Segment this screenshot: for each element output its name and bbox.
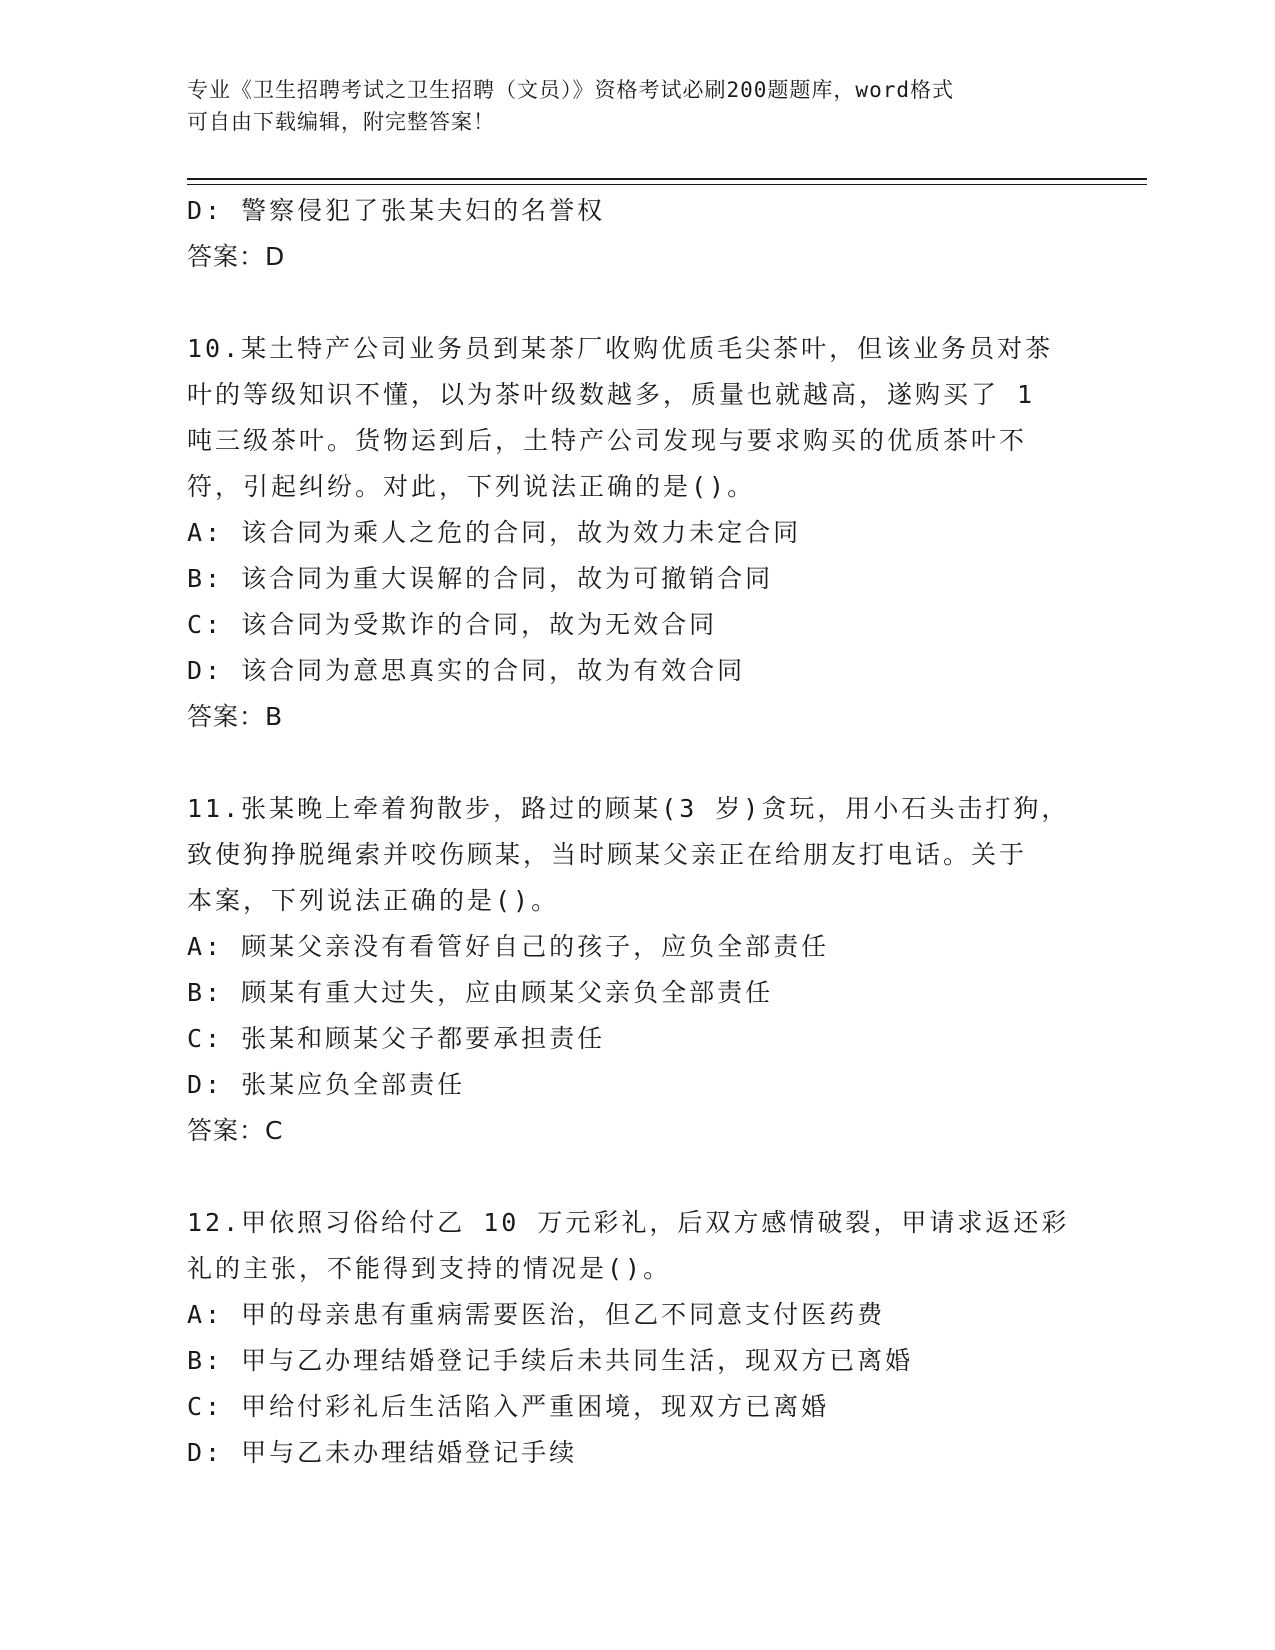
option-d: D: 甲与乙未办理结婚登记手续 — [187, 1438, 578, 1467]
document-header — [187, 74, 1087, 138]
document-body — [187, 188, 1087, 1476]
option-d: D: 张某应负全部责任 — [187, 1070, 466, 1099]
header-title-line-1: 专业《卫生招聘考试之卫生招聘（文员）》资格考试必刷200题题库，word格式 — [187, 78, 954, 102]
question-11 — [187, 786, 1087, 1154]
option-b: B: 顾某有重大过失，应由顾某父亲负全部责任 — [187, 978, 774, 1007]
question-stem-line: 11.张某晚上牵着狗散步，路过的顾某(3 岁)贪玩，用小石头击打狗， — [187, 794, 1070, 823]
question-stem-line: 致使狗挣脱绳索并咬伤顾某，当时顾某父亲正在给朋友打电话。关于 — [187, 840, 1028, 869]
answer-line: 答案：D — [187, 242, 286, 271]
question-stem-line: 12.甲依照习俗给付乙 10 万元彩礼，后双方感情破裂，甲请求返还彩 — [187, 1208, 1070, 1237]
option-c: C: 该合同为受欺诈的合同，故为无效合同 — [187, 610, 718, 639]
spacer — [187, 740, 1087, 786]
question-stem-line: 10.某土特产公司业务员到某茶厂收购优质毛尖茶叶，但该业务员对茶 — [187, 334, 1054, 363]
header-divider-thin — [187, 184, 1147, 185]
option-b: B: 该合同为重大误解的合同，故为可撤销合同 — [187, 564, 774, 593]
header-divider-thick — [187, 178, 1147, 180]
option-d: D: 该合同为意思真实的合同，故为有效合同 — [187, 656, 746, 685]
option-d: D: 警察侵犯了张某夫妇的名誉权 — [187, 196, 606, 225]
option-a: A: 顾某父亲没有看管好自己的孩子，应负全部责任 — [187, 932, 830, 961]
question-stem-line: 符，引起纠纷。对此，下列说法正确的是()。 — [187, 472, 756, 501]
continued-question — [187, 188, 1087, 280]
answer-line: 答案：B — [187, 702, 284, 731]
spacer — [187, 280, 1087, 326]
spacer — [187, 1154, 1087, 1200]
question-stem-line: 叶的等级知识不懂，以为茶叶级数越多，质量也就越高，遂购买了 1 — [187, 380, 1036, 409]
question-stem-line: 吨三级茶叶。货物运到后，土特产公司发现与要求购买的优质茶叶不 — [187, 426, 1028, 455]
header-title-line-2: 可自由下载编辑，附完整答案！ — [187, 110, 495, 134]
option-a: A: 甲的母亲患有重病需要医治，但乙不同意支付医药费 — [187, 1300, 886, 1329]
question-stem-line: 本案，下列说法正确的是()。 — [187, 886, 560, 915]
option-b: B: 甲与乙办理结婚登记手续后未共同生活，现双方已离婚 — [187, 1346, 914, 1375]
option-a: A: 该合同为乘人之危的合同，故为效力未定合同 — [187, 518, 802, 547]
option-c: C: 甲给付彩礼后生活陷入严重困境，现双方已离婚 — [187, 1392, 830, 1421]
question-stem-line: 礼的主张，不能得到支持的情况是()。 — [187, 1254, 672, 1283]
question-12 — [187, 1200, 1087, 1476]
answer-line: 答案：C — [187, 1116, 284, 1145]
question-10 — [187, 326, 1087, 740]
option-c: C: 张某和顾某父子都要承担责任 — [187, 1024, 606, 1053]
